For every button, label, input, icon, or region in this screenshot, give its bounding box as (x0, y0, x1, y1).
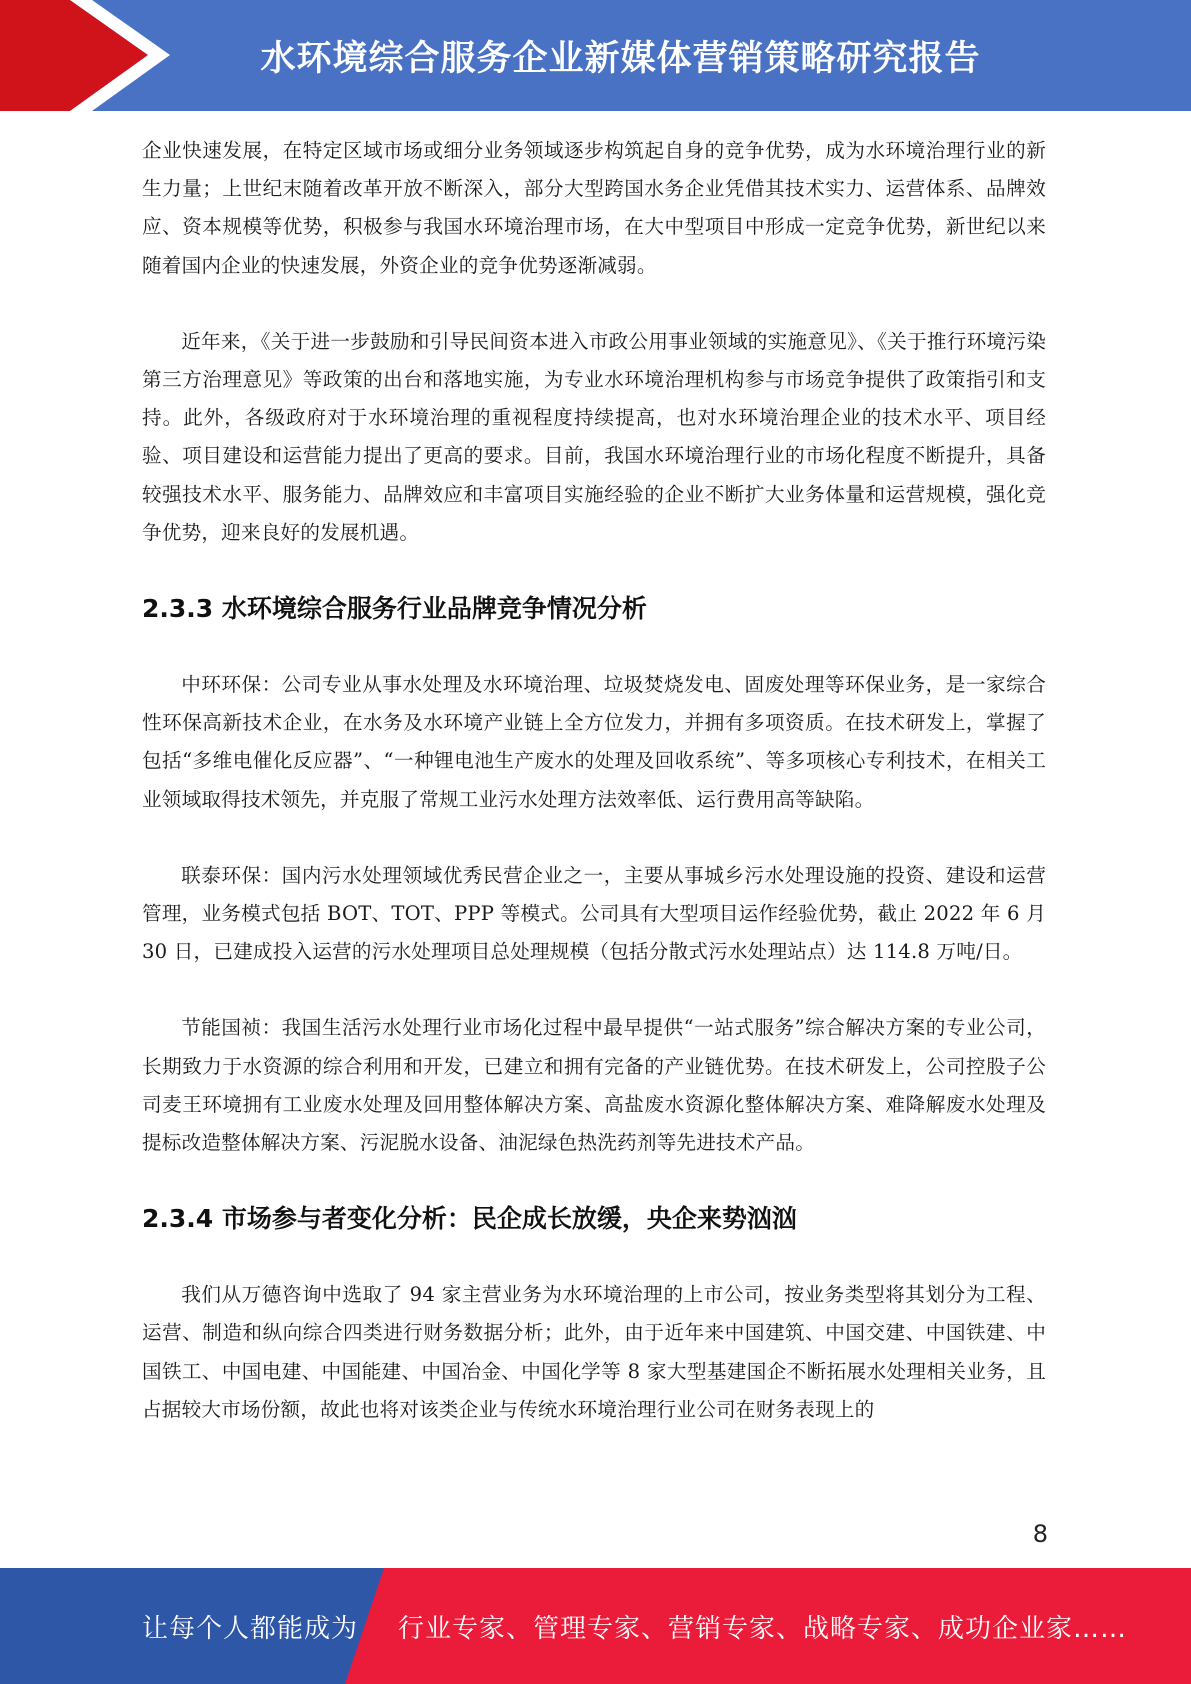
paragraph: 联泰环保：国内污水处理领域优秀民营企业之一，主要从事城乡污水处理设施的投资、建设和运营管理，业务模式包括 BOT、TOT、PPP 等模式。公司具有大型项目运作经验优势，截止 2022 年 6 月 30 日，已建成投入运营的污水处理项目总处理规模（包括分散式污水处理站点）达 114.8 万吨/日。 (142, 863, 1046, 964)
header-title: 水环境综合服务企业新媒体营销策略研究报告 (260, 38, 981, 79)
section-heading: 2.3.4 市场参与者变化分析：民企成长放缓，央企来势汹汹 (142, 1204, 797, 1234)
paragraph: 近年来，《关于进一步鼓励和引导民间资本进入市政公用事业领域的实施意见》、《关于推行环境污染第三方治理意见》等政策的出台和落地实施，为专业水环境治理机构参与市场竞争提供了政策指引和支持。此外，各级政府对于水环境治理的重视程度持续提高，也对水环境治理企业的技术水平、项目经验、项目建设和运营能力提出了更高的要求。目前，我国水环境治理行业的市场化程度不断提升，具备较强技术水平、服务能力、品牌效应和丰富项目实施经验的企业不断扩大业务体量和运营规模，强化竞争优势，迎来良好的发展机遇。 (142, 329, 1046, 544)
footer-slogan-right: 行业专家、管理专家、营销专家、战略专家、成功企业家…… (398, 1613, 1128, 1644)
paragraph: 企业快速发展，在特定区域市场或细分业务领域逐步构筑起自身的竞争优势，成为水环境治理行业的新生力量；上世纪末随着改革开放不断深入，部分大型跨国水务企业凭借其技术实力、运营体系、品牌效应、资本规模等优势，积极参与我国水环境治理市场，在大中型项目中形成一定竞争优势，新世纪以来随着国内企业的快速发展，外资企业的竞争优势逐渐减弱。 (142, 139, 1046, 277)
footer-slogan-left: 让每个人都能成为 (142, 1613, 359, 1644)
paragraph: 中环环保：公司专业从事水处理及水环境治理、垃圾焚烧发电、固废处理等环保业务，是一家综合性环保高新技术企业，在水务及水环境产业链上全方位发力，并拥有多项资质。在技术研发上，掌握了包括“多维电催化反应器”、“一种锂电池生产废水的处理及回收系统”、等多项核心专利技术，在相关工业领域取得技术领先，并克服了常规工业污水处理方法效率低、运行费用高等缺陷。 (142, 673, 1046, 811)
paragraph: 节能国祯：我国生活污水处理行业市场化过程中最早提供“一站式服务”综合解决方案的专业公司，长期致力于水资源的综合利用和开发，已建立和拥有完备的产业链优势。在技术研发上，公司控股子公司麦王环境拥有工业废水处理及回用整体解决方案、高盐废水资源化整体解决方案、难降解废水处理及提标改造整体解决方案、污泥脱水设备、油泥绿色热洗药剂等先进技术产品。 (142, 1016, 1046, 1155)
page-header (0, 0, 1191, 111)
document-body (142, 132, 1046, 1429)
paragraph: 我们从万德咨询中选取了 94 家主营业务为水环境治理的上市公司，按业务类型将其划分为工程、运营、制造和纵向综合四类进行财务数据分析；此外，由于近年来中国建筑、中国交建、中国铁建、中国铁工、中国电建、中国能建、中国冶金、中国化学等 8 家大型基建国企不断拓展水处理相关业务，且占据较大市场份额，故此也将对该类企业与传统水环境治理行业公司在财务表现上的 (142, 1283, 1046, 1421)
section-heading: 2.3.3 水环境综合服务行业品牌竞争情况分析 (142, 594, 647, 624)
page-footer (0, 1568, 1191, 1684)
page-number: 8 (1032, 1520, 1048, 1548)
